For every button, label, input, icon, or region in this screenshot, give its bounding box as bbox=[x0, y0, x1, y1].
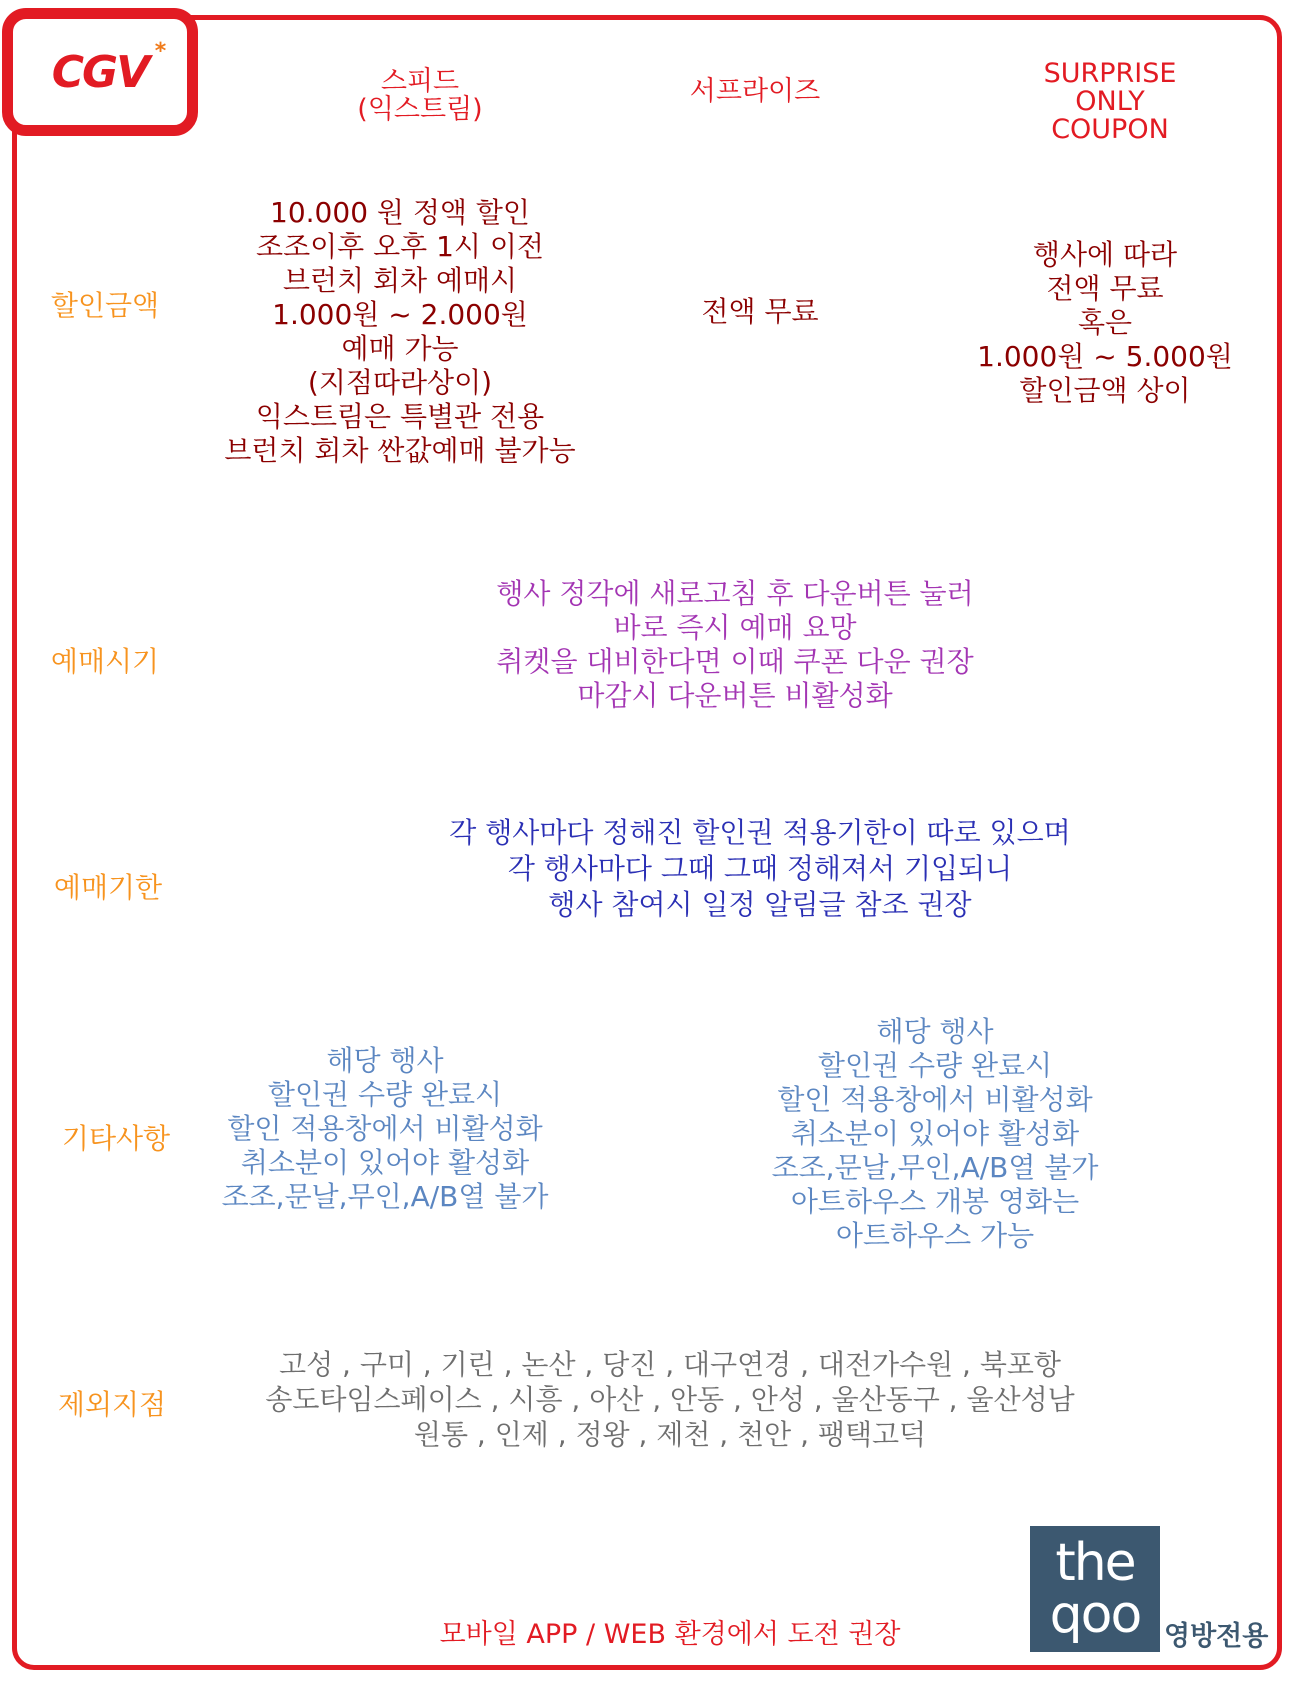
header-surprise: 서프라이즈 bbox=[689, 76, 821, 107]
footer-note: 모바일 APP / WEB 환경에서 도전 권장 bbox=[439, 1619, 901, 1650]
deadline-text: 각 행사마다 정해진 할인권 적용기한이 따로 있으며 각 행사마다 그때 그때 정해져서 기입되니 행사 참여시 일정 알림글 참조 권장 bbox=[449, 816, 1071, 921]
etc-coupon: 해당 행사 할인권 수량 완료시 할인 적용창에서 비활성화 취소분이 있어야 활성화 조조,문날,무인,A/B열 불가 아트하우스 개봉 영화는 아트하우스 가능 bbox=[771, 1015, 1099, 1252]
discount-surprise: 전액 무료 bbox=[701, 295, 819, 328]
cgv-logo bbox=[2, 8, 198, 136]
watermark-label: 영방전용 bbox=[1164, 1621, 1269, 1652]
header-speed: 스피드 (익스트림) bbox=[357, 66, 483, 125]
label-deadline: 예매기한 bbox=[53, 871, 163, 904]
etc-speed: 해당 행사 할인권 수량 완료시 할인 적용창에서 비활성화 취소분이 있어야 활성화 조조,문날,무인,A/B열 불가 bbox=[221, 1044, 549, 1213]
discount-coupon: 행사에 따라 전액 무료 혹은 1.000원 ~ 5.000원 할인금액 상이 bbox=[977, 238, 1233, 407]
timing-text: 행사 정각에 새로고침 후 다운버튼 눌러 바로 즉시 예매 요망 취켓을 대비한다면 이때 쿠폰 다운 권장 마감시 다운버튼 비활성화 bbox=[496, 577, 974, 712]
label-timing: 예매시기 bbox=[50, 645, 160, 678]
logo-star-icon: * bbox=[154, 38, 165, 64]
discount-speed: 10.000 원 정액 할인 조조이후 오후 1시 이전 브런치 회차 예매시 1.000원 ~ 2.000원 예매 가능 (지점따라상이) 익스트림은 특별관 전용 브런치 회차 싼값예매 불가능 bbox=[224, 196, 576, 467]
label-discount: 할인금액 bbox=[50, 289, 160, 322]
excluded-text: 고성 , 구미 , 기린 , 논산 , 당진 , 대구연경 , 대전가수원 , 북포항 송도타임스페이스 , 시흥 , 아산 , 안동 , 안성 , 울산동구 , 울산성남 원통 , 인제 , 정왕 , 제천 , 천안 , 팽택고덕 bbox=[265, 1348, 1075, 1451]
header-coupon: SURPRISE ONLY COUPON bbox=[1043, 58, 1177, 145]
cgv-logo-text: CGV * bbox=[51, 38, 165, 98]
label-excluded: 제외지점 bbox=[57, 1388, 167, 1421]
theqoo-logo: the qoo bbox=[1030, 1526, 1160, 1652]
label-etc: 기타사항 bbox=[61, 1122, 171, 1155]
